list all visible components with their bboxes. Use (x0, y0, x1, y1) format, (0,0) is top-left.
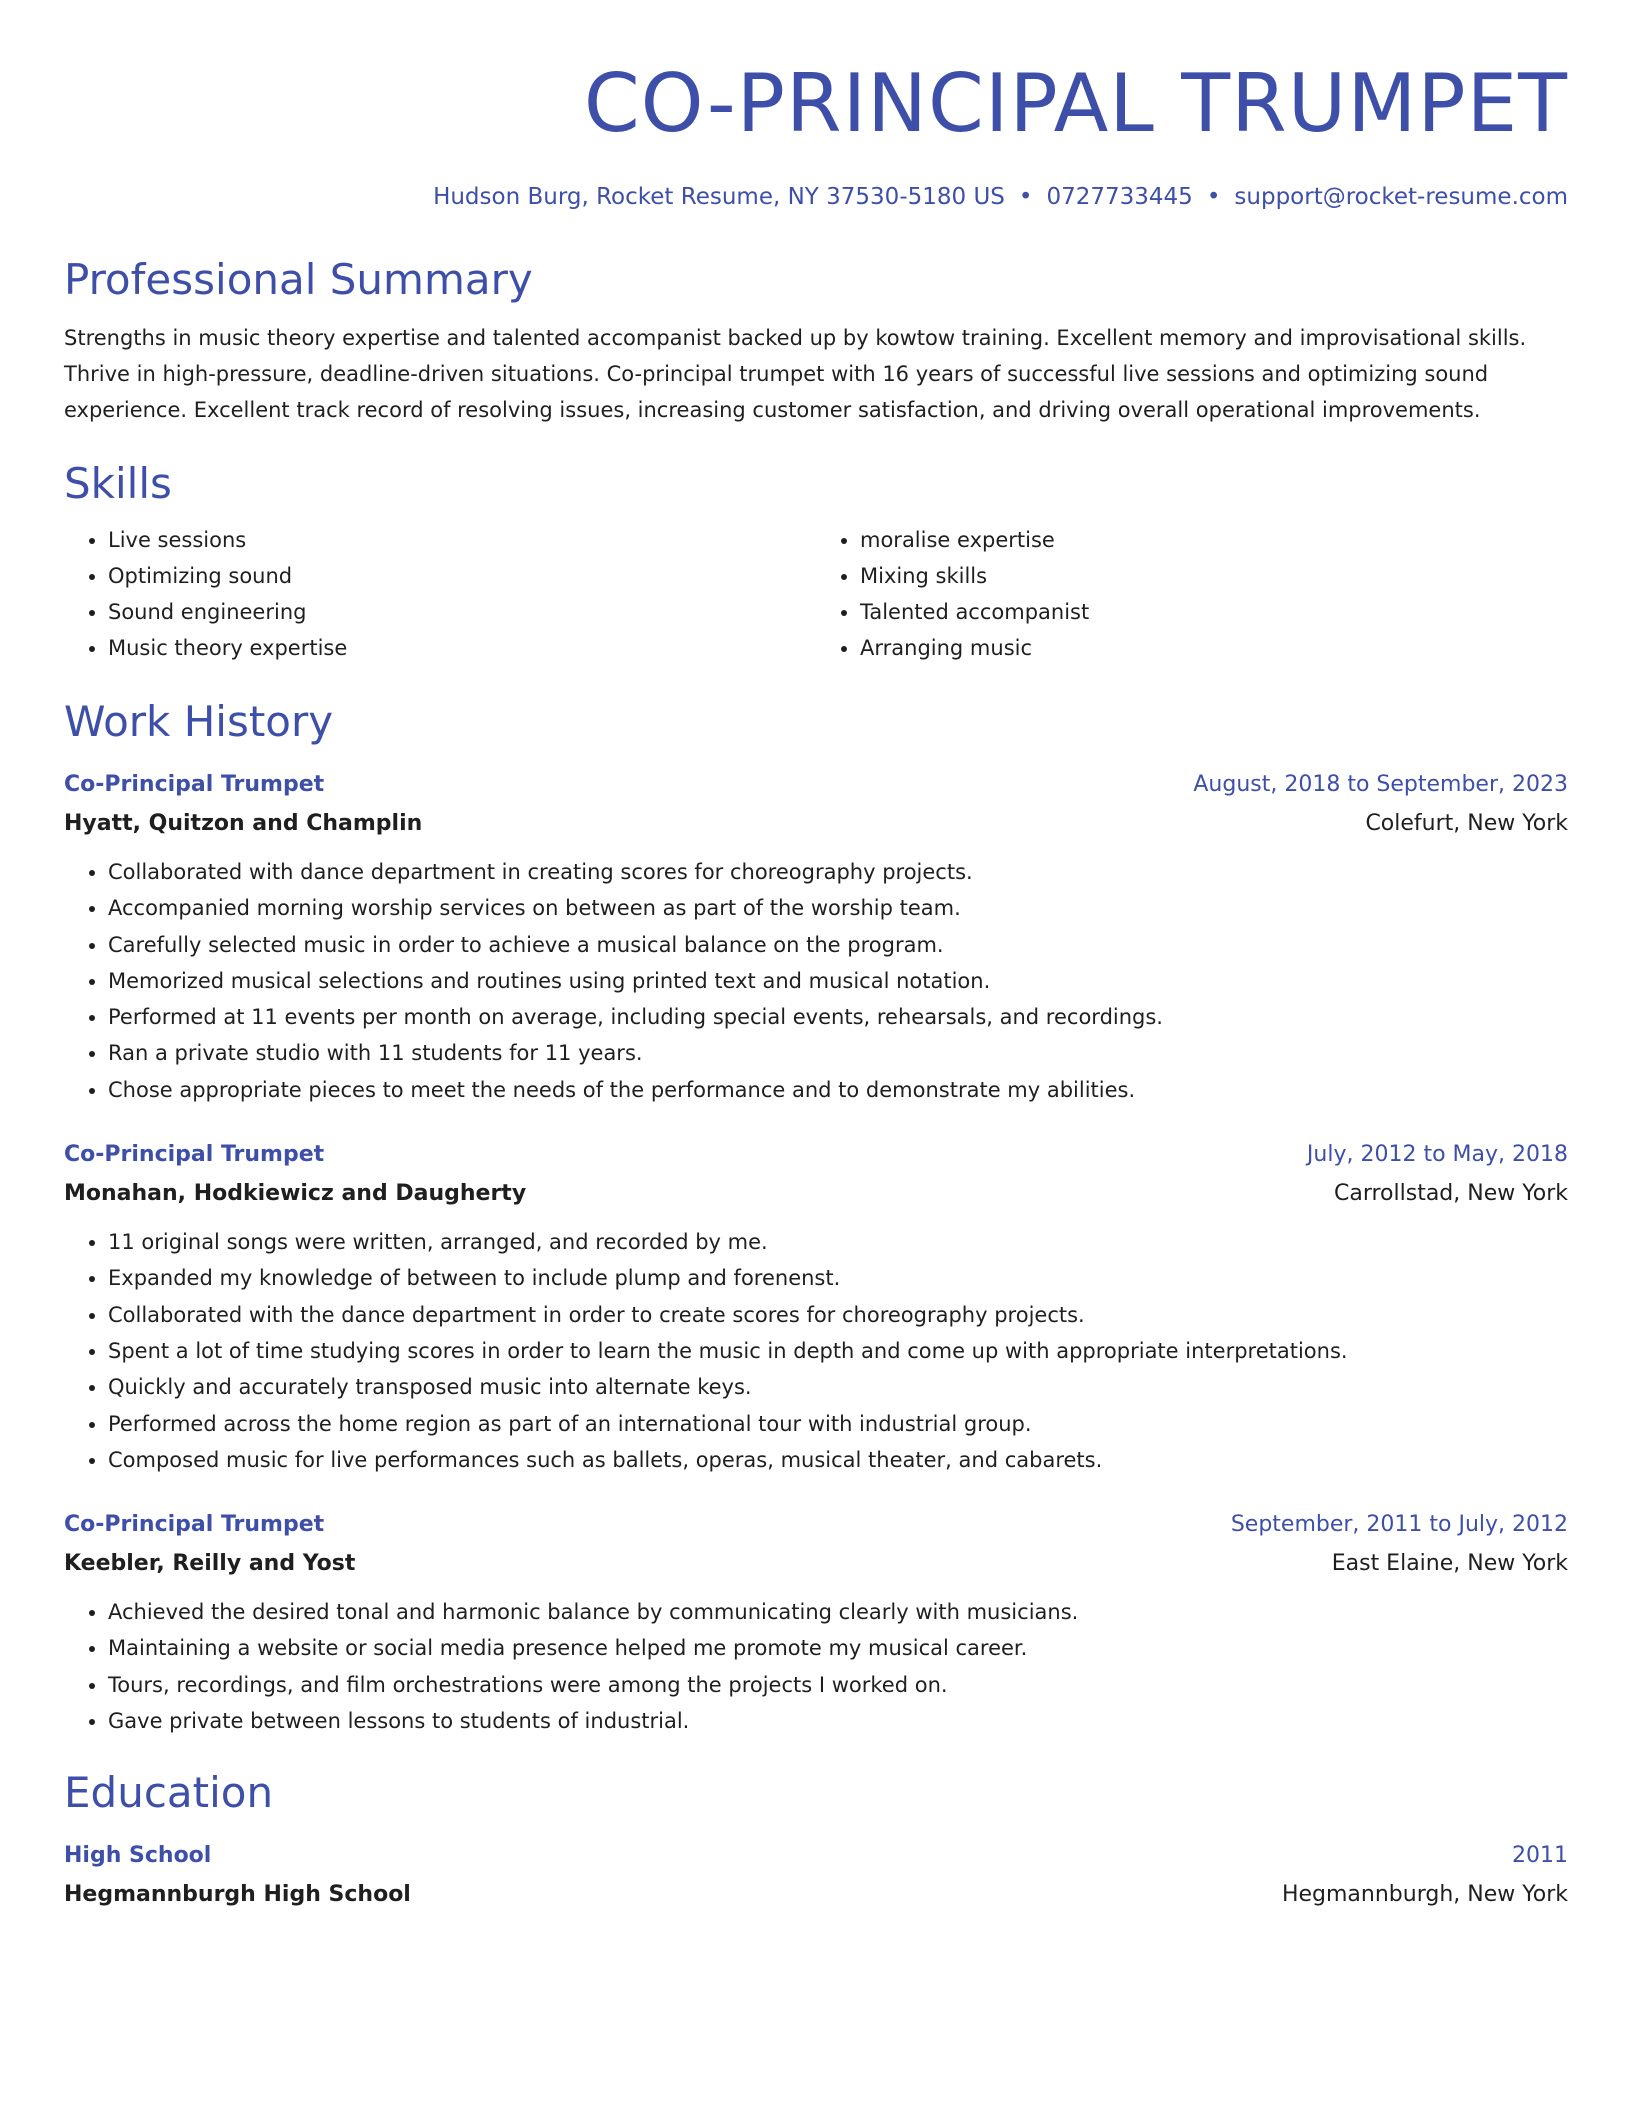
contact-phone: 0727733445 (1046, 184, 1193, 210)
job-role: Co-Principal Trumpet (64, 1142, 325, 1168)
skill-item: • moralise expertise (860, 522, 1568, 558)
contact-email[interactable]: support@rocket-resume.com (1234, 184, 1568, 210)
job-dates: September, 2011 to July, 2012 (1230, 1512, 1568, 1538)
job-bullet: • Performed across the home region as part of an international tour with industrial group. (108, 1406, 1568, 1442)
job-header (64, 766, 1568, 804)
job-dates: August, 2018 to September, 2023 (1193, 772, 1568, 797)
job-company: Monahan, Hodkiewicz and Daugherty (64, 1181, 527, 1207)
job-entry (64, 1136, 1568, 1478)
job-dates: July, 2012 to May, 2018 (1306, 1142, 1568, 1168)
section-title-skills: Skills (64, 459, 172, 508)
job-bullet: • 11 original songs were written, arranged, and recorded by me. (108, 1224, 1568, 1260)
job-bullet: • Accompanied morning worship services on between as part of the worship team. (108, 890, 1568, 926)
job-bullet: • Quickly and accurately transposed music into alternate keys. (108, 1369, 1568, 1405)
job-bullet: • Gave private between lessons to students of industrial. (108, 1703, 1568, 1739)
job-bullet: • Carefully selected music in order to achieve a musical balance on the program. (108, 927, 1568, 963)
education-school: Hegmannburgh High School (64, 1882, 411, 1908)
skill-item: • Arranging music (860, 630, 1568, 666)
section-title-summary: Professional Summary (64, 255, 533, 304)
job-subheader (64, 1174, 1568, 1214)
education-year: 2011 (1512, 1843, 1568, 1869)
education-degree: High School (64, 1843, 212, 1869)
job-header (64, 1136, 1568, 1174)
job-bullets (64, 854, 1568, 1108)
contact-address: Hudson Burg, Rocket Resume, NY 37530-5180 US (433, 184, 1005, 210)
job-company: Hyatt, Quitzon and Champlin (64, 811, 423, 836)
job-bullet: • Collaborated with dance department in creating scores for choreography projects. (108, 854, 1568, 890)
job-header (64, 1506, 1568, 1544)
job-bullet: • Collaborated with the dance department in order to create scores for choreography projects. (108, 1297, 1568, 1333)
job-company: Keebler, Reilly and Yost (64, 1551, 356, 1577)
contact-line (64, 184, 1568, 210)
job-bullet: • Chose appropriate pieces to meet the needs of the performance and to demonstrate my abilities. (108, 1072, 1568, 1108)
job-bullet: • Composed music for live performances such as ballets, operas, musical theater, and cabarets. (108, 1442, 1568, 1478)
skill-item: • Talented accompanist (860, 594, 1568, 630)
job-role: Co-Principal Trumpet (64, 772, 325, 797)
job-bullet: • Achieved the desired tonal and harmonic balance by communicating clearly with musicians. (108, 1594, 1568, 1630)
skill-item: • Music theory expertise (108, 630, 816, 666)
job-bullet: • Maintaining a website or social media presence helped me promote my musical career. (108, 1630, 1568, 1666)
skills-list (64, 522, 1568, 666)
job-location: Carrollstad, New York (1333, 1181, 1568, 1207)
skill-item: • Optimizing sound (108, 558, 816, 594)
contact-separator: • (1206, 184, 1221, 210)
skill-item: • Sound engineering (108, 594, 816, 630)
job-role: Co-Principal Trumpet (64, 1512, 325, 1538)
job-location: Colefurt, New York (1365, 811, 1568, 836)
job-subheader (64, 1544, 1568, 1584)
education-location: Hegmannburgh, New York (1281, 1882, 1568, 1908)
job-bullet: • Spent a lot of time studying scores in order to learn the music in depth and come up with appropriate interpretations. (108, 1333, 1568, 1369)
section-title-education: Education (64, 1768, 274, 1818)
skill-item: • Live sessions (108, 522, 816, 558)
skill-item: • Mixing skills (860, 558, 1568, 594)
education-entry (64, 1837, 1568, 1915)
job-bullet: • Tours, recordings, and film orchestrations were among the projects I worked on. (108, 1667, 1568, 1703)
contact-separator: • (1018, 184, 1033, 210)
job-bullet: • Ran a private studio with 11 students for 11 years. (108, 1035, 1568, 1071)
job-bullets (64, 1224, 1568, 1478)
job-location: East Elaine, New York (1331, 1551, 1568, 1577)
skills-column-left (64, 522, 816, 666)
resume-name: CO-PRINCIPAL TRUMPET (583, 57, 1568, 150)
job-entry (64, 1506, 1568, 1739)
education-header (64, 1837, 1568, 1875)
job-subheader (64, 804, 1568, 844)
summary-text: Strengths in music theory expertise and talented accompanist backed up by kowtow training. Excellent memory and improvisational skills. Thrive in high-pressure, deadline-driven situations. Co-principal trumpet with 16 years of successful live sessions and optimizing sound experience. Excellent track record of resolving issues, increasing customer satisfaction, and driving overall operational improvements. (64, 326, 1527, 422)
education-subheader (64, 1875, 1568, 1915)
job-bullet: • Performed at 11 events per month on average, including special events, rehearsals, and recordings. (108, 999, 1568, 1035)
job-bullet: • Expanded my knowledge of between to include plump and forenenst. (108, 1260, 1568, 1296)
job-entry (64, 766, 1568, 1108)
job-bullets (64, 1594, 1568, 1739)
job-bullet: • Memorized musical selections and routines using printed text and musical notation. (108, 963, 1568, 999)
skills-column-right (816, 522, 1568, 666)
section-title-work-history: Work History (64, 697, 334, 746)
